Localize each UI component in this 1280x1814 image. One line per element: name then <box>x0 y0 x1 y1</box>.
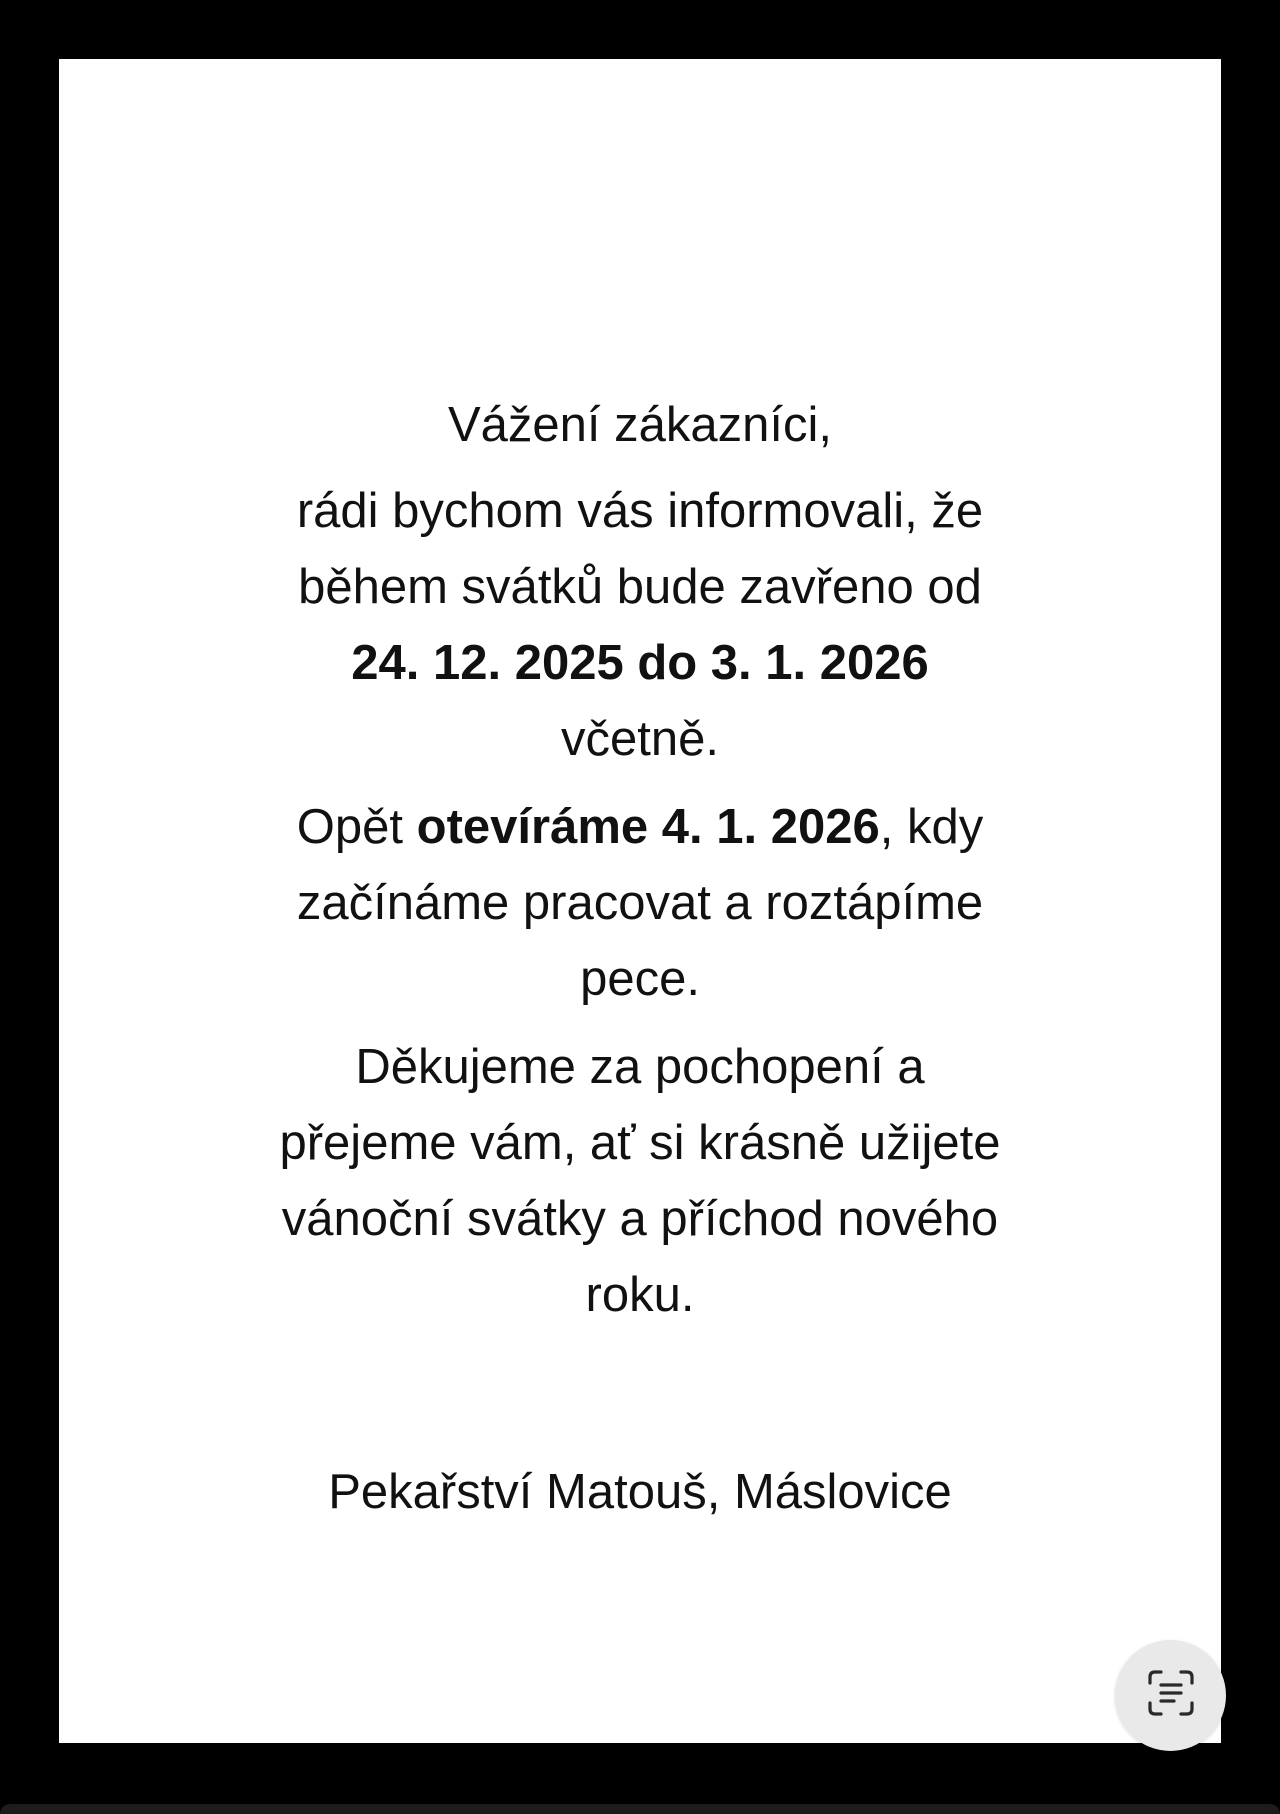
signature: Pekařství Matouš, Máslovice <box>328 1465 952 1519</box>
thanks-paragraph <box>59 1029 1221 1333</box>
closure-line-2: během svátků bude zavřeno od <box>298 560 982 614</box>
reopening-line-3: pece. <box>580 952 700 1006</box>
reopening-paragraph <box>59 789 1221 1017</box>
thanks-line-4: roku. <box>585 1268 695 1322</box>
thanks-line-1: Děkujeme za pochopení a <box>355 1040 925 1094</box>
closure-paragraph <box>59 473 1221 777</box>
reopening-prefix: Opět <box>296 800 417 854</box>
scan-text-button[interactable] <box>1115 1640 1226 1751</box>
document-page <box>59 59 1221 1743</box>
reopening-suffix: , kdy <box>879 800 984 854</box>
greeting: Vážení zákazníci, <box>447 398 833 452</box>
reopening-date: otevíráme 4. 1. 2026 <box>416 800 880 854</box>
closure-dates: 24. 12. 2025 do 3. 1. 2026 <box>351 636 929 690</box>
reopening-line-2: začínáme pracovat a roztápíme <box>296 876 984 930</box>
notice-body <box>59 387 1221 1333</box>
thanks-line-3: vánoční svátky a příchod nového <box>281 1192 999 1246</box>
closure-line-1: rádi bychom vás informovali, že <box>296 484 984 538</box>
thanks-line-2: přejeme vám, ať si krásně užijete <box>279 1116 1001 1170</box>
closure-line-4: včetně. <box>561 712 719 766</box>
text-scan-icon <box>1145 1667 1197 1724</box>
bottom-sheet-edge <box>0 1804 1280 1814</box>
